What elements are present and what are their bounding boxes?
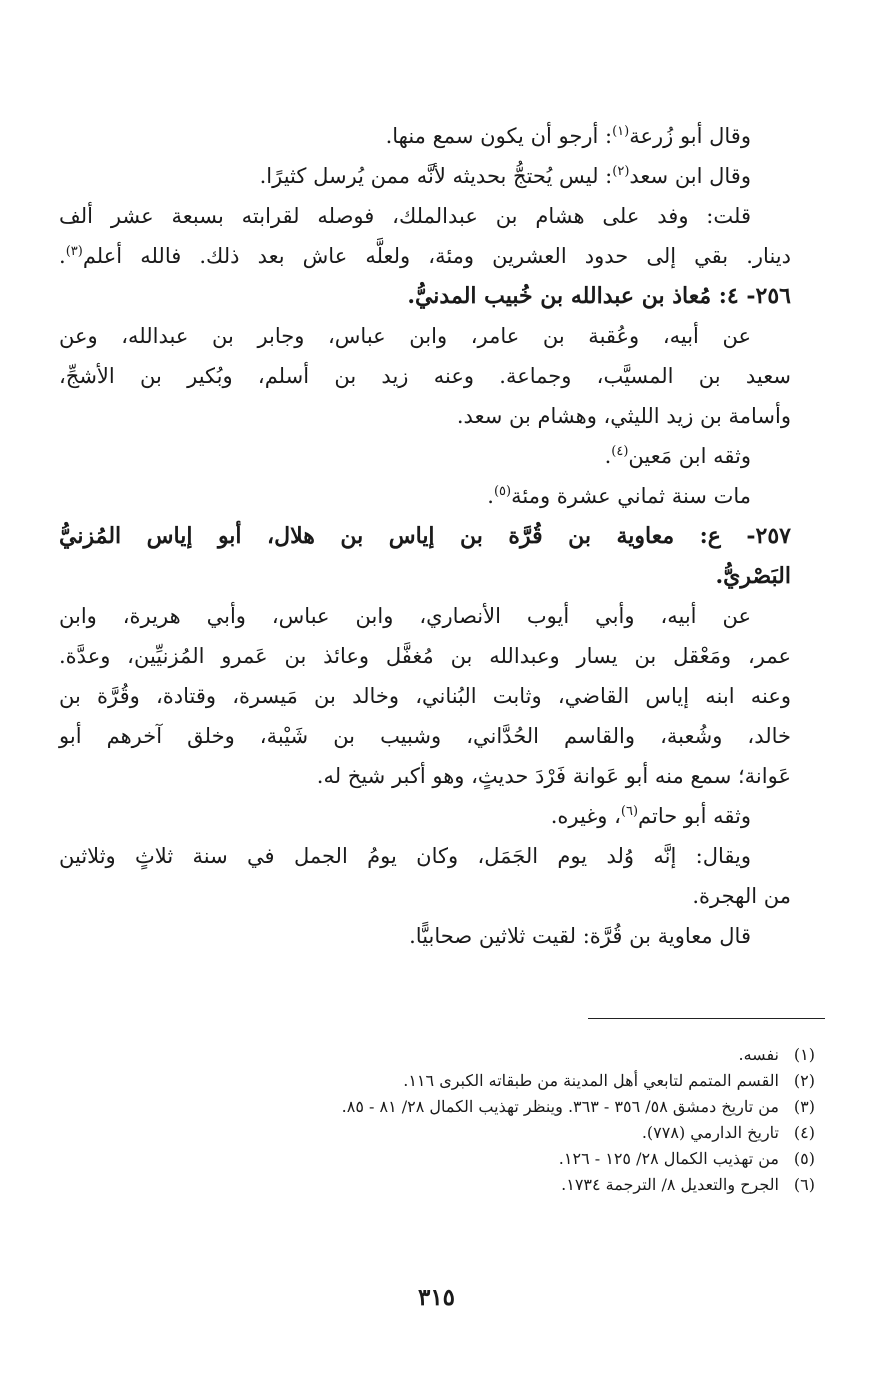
text-line: وقال أبو زُرعة$^{(١)}$: أرجو أن يكون سمع منها. (385, 124, 751, 148)
text-line: قال معاوية بن قُرَّة: لقيت ثلاثين صحابيًّا. (409, 924, 751, 948)
entry-heading: ٢٥٦- ٤: مُعاذ بن عبدالله بن خُبيب المدنيُّ. (407, 283, 791, 309)
text-line: سعيد بن المسيَّب، وجماعة. وعنه زيد بن أسلم، وبُكير بن الأشجِّ، (59, 364, 791, 388)
footnote-number: (٥) (793, 1149, 815, 1168)
text-line: وثقه أبو حاتم$^{(٦)}$، وغيره. (550, 804, 751, 828)
footnote-text: تاريخ الدارمي (٧٧٨). (641, 1123, 779, 1142)
text-line: عَوانة؛ سمع منه أبو عَوانة فَرْدَ حديثٍ، وهو أكبر شيخ له. (316, 764, 791, 788)
footnote-marker: (٢) (612, 164, 630, 179)
entry-heading: البَصْريُّ. (715, 563, 791, 589)
footnote-marker: (٦) (620, 804, 639, 819)
text-line: خالد، وشُعبة، والقاسم الحُدَّاني، وشبيب بن شَيْبة، وخلق آخرهم أبو (59, 724, 791, 748)
footnote (55, 1042, 815, 1068)
text-line: قلت: وفد على هشام بن عبدالملك، فوصله لقرابته بسبعة عشر ألف (59, 204, 751, 228)
footnote-divider (588, 1018, 825, 1019)
page-number: ٣١٥ (417, 1284, 456, 1311)
footnote-number: (٣) (793, 1097, 815, 1116)
text-line: من الهجرة. (692, 884, 791, 908)
footnote (55, 1068, 815, 1094)
footnote-marker: (٥) (493, 484, 512, 499)
footnote-text: من تاريخ دمشق ٥٨/ ٣٥٦ - ٣٦٣. وينظر تهذيب الكمال ٢٨/ ٨١ - ٨٥. (341, 1097, 779, 1116)
text-line: وقال ابن سعد$^{(٢)}$: ليس يُحتجُّ بحديثه لأنَّه ممن يُرسل كثيرًا. (259, 164, 751, 188)
footnote (55, 1120, 815, 1146)
footnote-text: نفسه. (738, 1045, 779, 1064)
footnote-number: (٤) (793, 1123, 815, 1142)
text-line: دينار. بقي إلى حدود العشرين ومئة، ولعلَّه عاش بعد ذلك. فالله أعلم$^{(٣)}$. (59, 244, 791, 268)
text-line: وأسامة بن زيد الليثي، وهشام بن سعد. (456, 404, 791, 428)
footnote-text: من تهذيب الكمال ٢٨/ ١٢٥ - ١٢٦. (558, 1149, 779, 1168)
text-line: عن أبيه، وأبي أيوب الأنصاري، وابن عباس، وأبي هريرة، وابن (59, 604, 751, 628)
footnote-number: (٢) (793, 1071, 815, 1090)
footnote (55, 1094, 815, 1120)
footnote-marker: (١) (612, 124, 630, 139)
text-line: عمر، ومَعْقل بن يسار وعبدالله بن مُغفَّل وعائذ بن عَمرو المُزنيِّين، وعدَّة. (59, 644, 791, 668)
text-line: عن أبيه، وعُقبة بن عامر، وابن عباس، وجابر بن عبدالله، وعن (59, 324, 751, 348)
text-line: وثقه ابن مَعين$^{(٤)}$. (604, 444, 751, 468)
footnote-text: الجرح والتعديل ٨/ الترجمة ١٧٣٤. (561, 1175, 779, 1194)
footnote-number: (١) (793, 1045, 815, 1064)
footnote (55, 1146, 815, 1172)
footnote-text: القسم المتمم لتابعي أهل المدينة من طبقاته الكبرى ١١٦. (403, 1071, 779, 1090)
main-text (59, 116, 791, 956)
text-line: مات سنة ثماني عشرة ومئة$^{(٥)}$. (487, 484, 751, 508)
text-line: ويقال: إنَّه وُلد يوم الجَمَل، وكان يومُ الجمل في سنة ثلاثٍ وثلاثين (59, 844, 751, 868)
footnotes (55, 1042, 815, 1198)
footnote (55, 1172, 815, 1198)
text-line: وعنه ابنه إياس القاضي، وثابت البُناني، وخالد بن مَيسرة، وقتادة، وقُرَّة بن (59, 684, 791, 708)
footnote-number: (٦) (793, 1175, 815, 1194)
entry-heading: ٢٥٧- ع: معاوية بن قُرَّة بن إياس بن هلال، أبو إياس المُزنيُّ (59, 523, 791, 549)
footnote-marker: (٣) (65, 244, 83, 259)
footnote-marker: (٤) (611, 444, 629, 459)
